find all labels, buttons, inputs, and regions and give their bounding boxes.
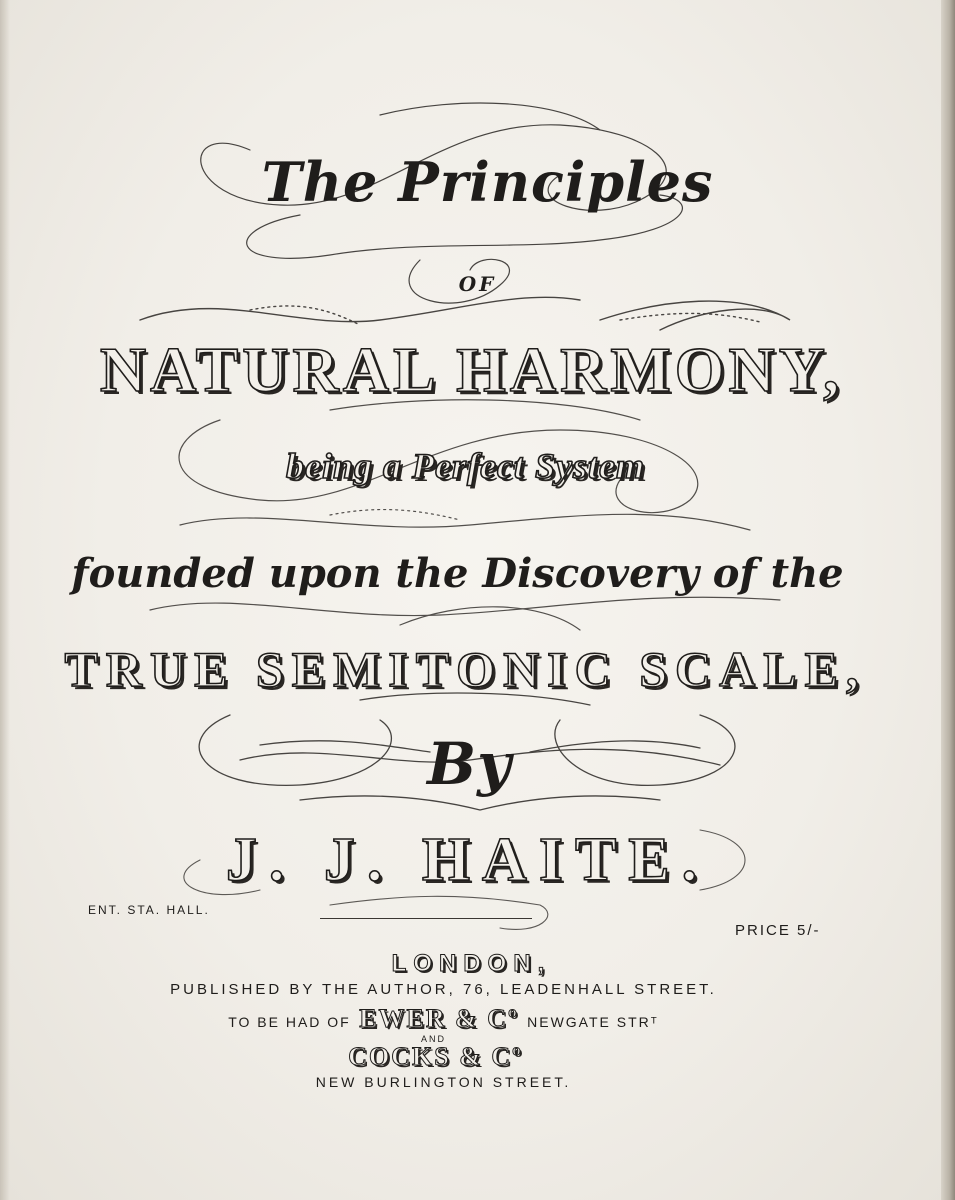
- subtitle-founded-upon: founded upon the Discovery of the: [71, 550, 844, 597]
- divider-rule: [320, 918, 532, 919]
- price-label: PRICE 5/-: [735, 922, 821, 939]
- imprint-cocks-row: [0, 1042, 913, 1072]
- imprint-published-by: PUBLISHED BY THE AUTHOR, 76, LEADENHALL STREET.: [170, 981, 717, 998]
- publisher-cocks: COCKS & Cº: [348, 1042, 523, 1071]
- title-of: OF: [458, 272, 497, 296]
- by-word: By: [427, 730, 512, 798]
- entered-stationers-hall: ENT. STA. HALL.: [88, 903, 210, 917]
- publisher-cocks-address: NEW BURLINGTON STREET.: [315, 1074, 572, 1090]
- imprint-city: LONDON,: [391, 950, 552, 977]
- to-be-had-of-label: TO BE HAD OF: [228, 1014, 351, 1030]
- publisher-ewer: EWER & Cº: [359, 1004, 519, 1033]
- author-name: J. J. HAITE.: [225, 826, 710, 894]
- imprint-to-be-had-row: [0, 1004, 921, 1034]
- subtitle-perfect-system: being a Perfect System: [286, 446, 645, 486]
- title-natural-harmony: NATURAL HARMONY,: [99, 334, 844, 405]
- title-principles: The Principles: [261, 150, 714, 214]
- title-true-semitonic-scale: TRUE SEMITONIC SCALE,: [64, 641, 867, 697]
- imprint-and: AND: [420, 1034, 446, 1044]
- publisher-ewer-address: NEWGATE STRᵀ: [527, 1014, 659, 1030]
